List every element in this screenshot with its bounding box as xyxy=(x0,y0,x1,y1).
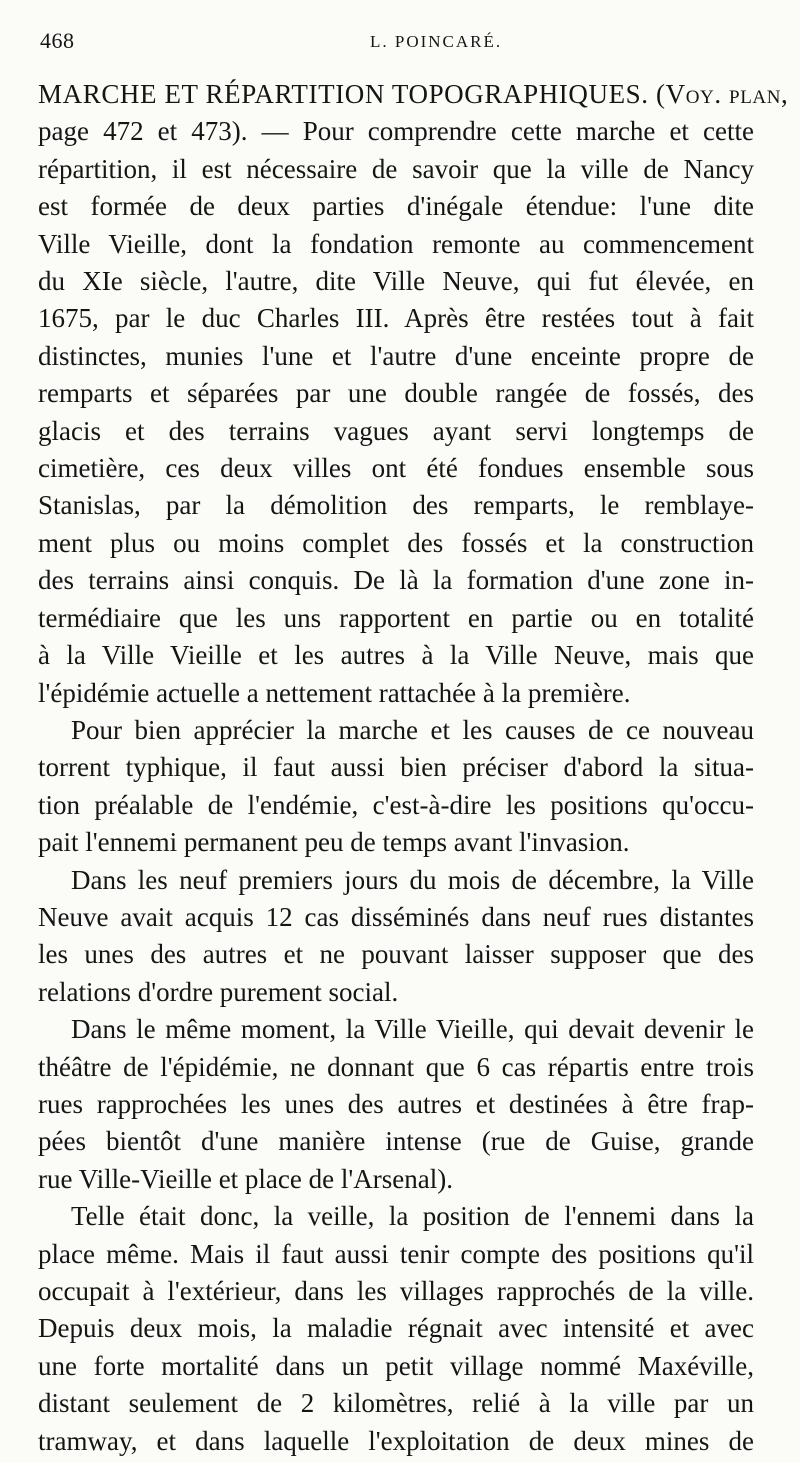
text-line: Telle était donc, la veille, la position de l'ennemi dans la xyxy=(71,1201,754,1232)
running-head xyxy=(40,28,760,68)
text-line: rue Ville-Vieille et place de l'Arsenal). xyxy=(38,1163,453,1194)
text-line: page 472 et 473). — Pour comprendre cette marche et cette xyxy=(38,116,754,147)
text-line: l'épidémie actuelle a nettement rattachée à la première. xyxy=(38,677,631,708)
text-line: relations d'ordre purement social. xyxy=(38,976,399,1007)
text-line: 1675, par le duc Charles III. Après être restées tout à fait xyxy=(38,303,754,334)
paragraph xyxy=(38,862,754,1012)
text-line: glacis et des terrains vagues ayant servi longtemps de xyxy=(38,415,754,446)
text-line: des terrains ainsi conquis. De là la formation d'une zone in- xyxy=(38,565,754,596)
text-line: à la Ville Vieille et les autres à la Ville Neuve, mais que xyxy=(38,640,754,671)
text-line: pait l'ennemi permanent peu de temps avant l'invasion. xyxy=(38,827,630,858)
text-line: pées bientôt d'une manière intense (rue de Guise, grande xyxy=(38,1126,754,1157)
text-line: Pour bien apprécier la marche et les causes de ce nouveau xyxy=(71,714,754,745)
text-line: tramway, et dans laquelle l'exploitation de deux mines de xyxy=(38,1425,754,1456)
text-line: Neuve avait acquis 12 cas disséminés dans neuf rues distantes xyxy=(38,901,754,932)
text-line: une forte mortalité dans un petit village nommé Maxéville, xyxy=(38,1350,754,1381)
text-line: distant seulement de 2 kilomètres, relié à la ville par un xyxy=(38,1388,754,1419)
text-line: est formée de deux parties d'inégale étendue: l'une dite xyxy=(38,191,754,222)
text-line: théâtre de l'épidémie, ne donnant que 6 cas répartis entre trois xyxy=(38,1051,754,1082)
paragraph xyxy=(38,76,789,712)
text-line: répartition, il est nécessaire de savoir que la ville de Nancy xyxy=(38,153,754,184)
text-line: Dans les neuf premiers jours du mois de décembre, la Ville xyxy=(71,864,754,895)
page-number: 468 xyxy=(40,28,75,53)
text-line: termédiaire que les uns rapportent en partie ou en totalité xyxy=(38,602,754,633)
text-line: distinctes, munies l'une et l'autre d'une enceinte propre de xyxy=(38,340,754,371)
running-head-author: L. POINCARÉ. xyxy=(370,32,503,51)
paragraph xyxy=(38,712,754,862)
text-line: Depuis deux mois, la maladie régnait avec intensité et avec xyxy=(38,1313,754,1344)
body-text xyxy=(38,76,789,1460)
text-line: Stanislas, par la démolition des remparts, le remblaye- xyxy=(38,490,754,521)
text-line: MARCHE ET RÉPARTITION TOPOGRAPHIQUES. (Voy. plan, xyxy=(38,79,789,109)
text-line: du XIe siècle, l'autre, dite Ville Neuve, qui fut élevée, en xyxy=(38,266,754,297)
text-line: Dans le même moment, la Ville Vieille, qui devait devenir le xyxy=(71,1014,754,1045)
text-line: rues rapprochées les unes des autres et destinées à être frap- xyxy=(38,1088,754,1119)
text-line: tion préalable de l'endémie, c'est-à-dire les positions qu'occu- xyxy=(38,789,754,820)
text-line: cimetière, ces deux villes ont été fondues ensemble sous xyxy=(38,453,754,484)
text-line: torrent typhique, il faut aussi bien préciser d'abord la situa- xyxy=(38,752,754,783)
text-line: Ville Vieille, dont la fondation remonte au commencement xyxy=(38,228,754,259)
paragraph xyxy=(38,1011,754,1198)
text-line: les unes des autres et ne pouvant laisser supposer que des xyxy=(38,939,754,970)
text-line: ment plus ou moins complet des fossés et la construction xyxy=(38,527,754,558)
text-line: occupait à l'extérieur, dans les villages rapprochés de la ville. xyxy=(38,1276,754,1306)
text-line: place même. Mais il faut aussi tenir compte des positions qu'il xyxy=(38,1238,754,1269)
paragraph xyxy=(38,1198,754,1460)
text-line: remparts et séparées par une double rangée de fossés, des xyxy=(38,378,754,409)
